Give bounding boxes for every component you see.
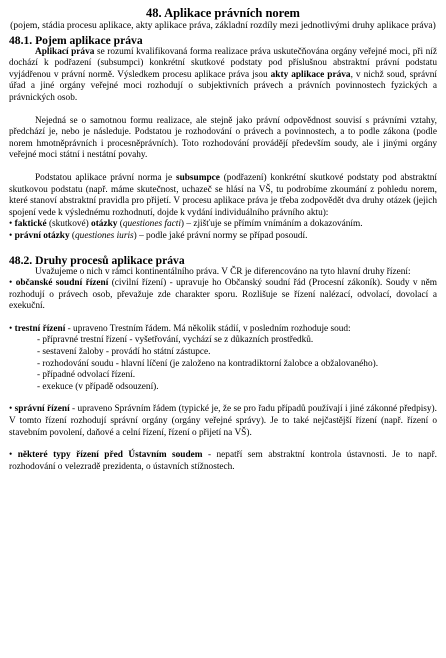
- bullet-constitutional: • některé typy řízení před Ústavním soudem - nepatří sem abstraktní kontrola ústavnosti. Je to např. rozhodování o velezradě prezidenta, o ústavních stížnostech.: [9, 450, 437, 472]
- bold-text: správní řízení: [14, 404, 70, 415]
- bold-text: trestní řízení: [14, 323, 66, 334]
- page-subtitle: (pojem, stádia procesu aplikace, akty aplikace práva, základní rozdíly mezi jednotlivými druhy aplikace práva): [10, 20, 436, 31]
- list-item: - přípravné trestní řízení - vyšetřování, vychází se z důkazních prostředků.: [37, 335, 314, 346]
- bold-text: právní otázky: [14, 230, 70, 241]
- italic-text: questiones iuris: [75, 230, 134, 241]
- bullet-civil: • občanské soudní řízení (civilní řízení) - upravuje ho Občanský soudní řád (Procesní zákoník). Soudy v něm rozhodují o právech osob, převažuje zde charakter sporu. Rozlišuje se řízení nalézací, odvolací, dovolací a exekuční.: [9, 278, 437, 312]
- text: ) – podle jaké právní normy se případ posoudí.: [133, 230, 308, 241]
- list-item: - rozhodování soudu - hlavní líčení (je založeno na kontradiktorní žalobce a obžalovaného).: [37, 358, 379, 369]
- bold-text: občanské soudní řízení: [15, 278, 109, 289]
- bullet-iuris: • právní otázky (questiones iuris) – podle jaké právní normy se případ posoudí.: [9, 230, 308, 241]
- text: - upraveno Správním řádem (typické je, že se pro řadu případů používají i jiné zákonné předpisy). V tomto řízení rozhodují správní orgány (orgány veřejné správy). Je to také nejčastější řízení (např. řízení o stavebním povolení, daňové a celní řízení, řízení o přijetí na VŠ).: [9, 404, 437, 438]
- text: ) – zjišťuje se přímím vnímáním a dokazováním.: [180, 219, 363, 230]
- text: (podřazení) konkrétní skutkové podstaty pod abstraktní skutkovou podstatu (např. máme skutečnost, uchazeč se hlásí na VŠ, tu podrobíme zkoumání z pohledu norem, které stanoví abstraktní pravidla pro přijetí. V procesu aplikace práva je třeba zodpovědět dva druhy otázek (jejich spojení vede k výslednému rozhodnutí, dojde k vydání individuálního právního aktu):: [9, 172, 437, 218]
- bullet-criminal: • trestní řízení - upraveno Trestním řádem. Má několik stádií, v posledním rozhoduje soud:: [9, 323, 351, 334]
- list-item: - exekuce (v případě odsouzení).: [37, 381, 159, 392]
- text: se rozumí kvalifikovaná forma realizace práva uskutečňována orgány veřejné moci, při níž dochází k podřazení (subsumpci) konkrétní skutkové podstaty pod příslušnou abstraktní právní podstatu vyjádřenou v právní normě. Výsledkem procesu aplikace práva jsou: [9, 46, 437, 80]
- paragraph-intro: Uvažujeme o nich v rámci kontinentálního práva. V ČR je diferencováno na tyto hlavní druhy řízení:: [35, 266, 411, 277]
- bold-text: faktické: [14, 219, 47, 230]
- term-subsumpce: subsumpce: [175, 172, 220, 183]
- italic-text: questiones facti: [122, 219, 181, 230]
- paragraph-definition: [9, 47, 437, 105]
- term-akty-aplikace: akty aplikace práva: [270, 69, 351, 80]
- section-heading-2: 48.2. Druhy procesů aplikace práva: [9, 253, 185, 267]
- list-item: - sestavení žaloby - provádí ho státní zástupce.: [37, 347, 211, 358]
- bold-text: otázky: [91, 219, 118, 230]
- text: (: [69, 230, 76, 241]
- criminal-stages-list: [9, 335, 437, 393]
- text: (civilní řízení) - upravuje ho Občanský soudní řád (Procesní zákoník). Soudy v něm rozhodují o právech osob, převažuje zde charakter sporu. Rozlišuje se řízení nalézací, odvolací, dovolací a exekuční.: [9, 278, 437, 312]
- list-item: - případné odvolací řízení.: [37, 370, 136, 381]
- section-heading-1: 48.1. Pojem aplikace práva: [9, 33, 143, 47]
- text: - nepatří sem abstraktní kontrola ústavnosti. Je to např. rozhodování o velezradě prezidenta, o ústavních stížnostech.: [9, 450, 437, 472]
- text: , v nichž soud, správní úřad a jiné orgány veřejné moci rozhodují o subjektivních právech a právních povinnostech fyzických a právnických osob.: [9, 69, 437, 103]
- paragraph-nature: Nejedná se o samotnou formu realizace, ale stejně jako právní odpovědnost souvisí s právními vztahy, předchází je, nebo je následuje. Podstatou je rozhodování o právech a povinnostech, a to podle zákona (podle norem hmotněprávních i procesněprávních). Toto rozhodování provádějí především soudy, ale i jinými orgány veřejné moci státní i nestátní povahy.: [9, 115, 437, 161]
- paragraph-subsumption: [9, 173, 437, 219]
- bullet-administrative: • správní řízení - upraveno Správním řádem (typické je, že se pro řadu případů používají i jiné zákonné předpisy). V tomto řízení rozhodují správní orgány (orgány veřejné správy). Je to také nejčastější řízení (např. řízení o stavebním povolení, daňové a celní řízení, řízení o přijetí na VŠ).: [9, 404, 437, 438]
- text: Podstatou aplikace právní norma je: [35, 172, 176, 183]
- bullet-facti: • faktické (skutkové) otázky (questiones facti) – zjišťuje se přímím vnímáním a dokazováním.: [9, 219, 363, 230]
- term-aplikace-prava: Aplikací práva: [35, 46, 95, 57]
- bold-text: některé typy řízení před Ústavním soudem: [17, 450, 203, 461]
- page-title: 48. Aplikace právních norem: [146, 6, 300, 20]
- text: (: [117, 219, 123, 230]
- text: (skutkové): [46, 219, 92, 230]
- text: - upraveno Trestním řádem. Má několik stádií, v posledním rozhoduje soud:: [65, 323, 351, 334]
